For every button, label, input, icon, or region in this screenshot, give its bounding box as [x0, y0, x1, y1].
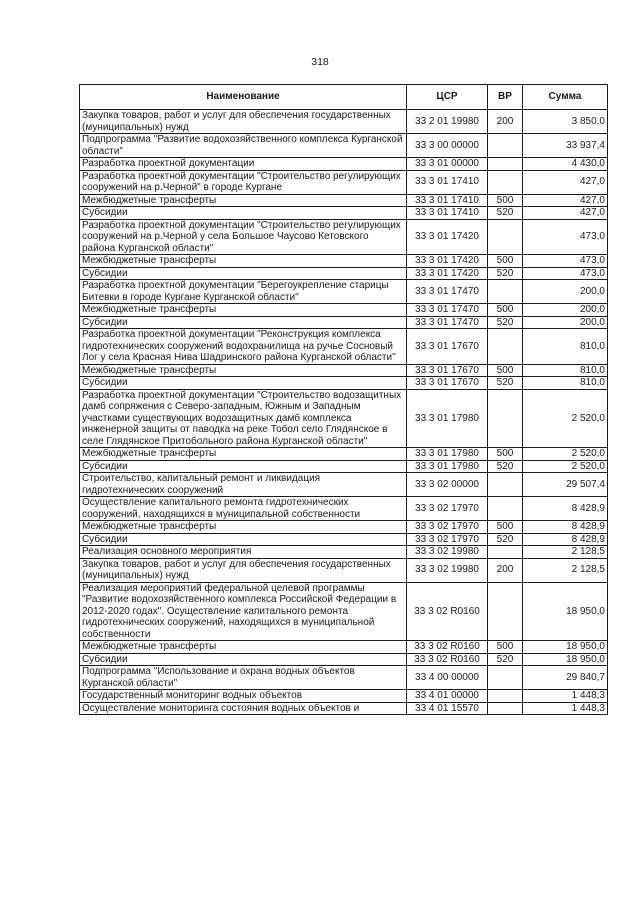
row-sum: 18 950,0: [523, 653, 608, 666]
row-vr: 520: [488, 533, 523, 546]
page-number: 318: [311, 56, 329, 68]
row-name: Государственный мониторинг водных объектов: [80, 690, 407, 703]
table-row: [80, 702, 608, 715]
row-sum: 3 850,0: [523, 110, 608, 134]
row-vr: [488, 690, 523, 703]
row-vr: [488, 219, 523, 255]
row-vr: [488, 158, 523, 171]
row-csr: 33 3 02 R0160: [407, 641, 488, 654]
row-vr: [488, 329, 523, 365]
header-sum: Сумма: [523, 85, 608, 110]
row-sum: 427,0: [523, 194, 608, 207]
row-name: Субсидии: [80, 267, 407, 280]
table-row: [80, 533, 608, 546]
row-name: Подпрограмма "Использование и охрана водных объектов Курганской области": [80, 666, 407, 690]
row-sum: 200,0: [523, 316, 608, 329]
row-csr: 33 3 01 17980: [407, 460, 488, 473]
table-row: [80, 267, 608, 280]
row-vr: [488, 170, 523, 194]
table-row: [80, 690, 608, 703]
row-vr: [488, 702, 523, 715]
row-csr: 33 3 01 17470: [407, 304, 488, 317]
row-name: Разработка проектной документации "Берегоукрепление старицы Битевки в городе Кургане Курганской области": [80, 280, 407, 304]
row-sum: 1 448,3: [523, 690, 608, 703]
row-vr: [488, 582, 523, 641]
row-name: Межбюджетные трансферты: [80, 641, 407, 654]
row-csr: 33 4 00 00000: [407, 666, 488, 690]
row-name: Субсидии: [80, 207, 407, 220]
row-name: Субсидии: [80, 460, 407, 473]
row-sum: 8 428,9: [523, 497, 608, 521]
row-vr: [488, 134, 523, 158]
row-name: Разработка проектной документации: [80, 158, 407, 171]
row-vr: [488, 280, 523, 304]
table-row: [80, 304, 608, 317]
row-csr: 33 3 00 00000: [407, 134, 488, 158]
table-row: [80, 460, 608, 473]
row-csr: 33 3 02 R0160: [407, 653, 488, 666]
table-row: [80, 194, 608, 207]
row-vr: 500: [488, 364, 523, 377]
table-row: [80, 110, 608, 134]
row-vr: [488, 546, 523, 559]
table-row: [80, 666, 608, 690]
table-row: [80, 255, 608, 268]
row-vr: 500: [488, 194, 523, 207]
table-row: [80, 521, 608, 534]
row-sum: 18 950,0: [523, 582, 608, 641]
row-sum: 473,0: [523, 267, 608, 280]
row-name: Разработка проектной документации "Строительство водозащитных дамб сопряжения с Северо-западным, Южным и Западным участками существующих водозащитных дамб комплекса инженерной защиты от паводка на реке Тобол село Глядянское в селе Глядянское Притобольного района Курганской области": [80, 389, 407, 448]
row-sum: 33 937,4: [523, 134, 608, 158]
row-sum: 810,0: [523, 377, 608, 390]
row-sum: 29 840,7: [523, 666, 608, 690]
row-vr: [488, 666, 523, 690]
row-vr: 520: [488, 316, 523, 329]
row-name: Подпрограмма "Развитие водохозяйственного комплекса Курганской области": [80, 134, 407, 158]
table-row: [80, 641, 608, 654]
row-csr: 33 3 02 17970: [407, 521, 488, 534]
row-sum: 8 428,9: [523, 521, 608, 534]
row-name: Строительство, капитальный ремонт и ликвидация гидротехнических сооружений: [80, 473, 407, 497]
row-csr: 33 3 01 17470: [407, 280, 488, 304]
table-row: [80, 329, 608, 365]
row-vr: 500: [488, 641, 523, 654]
row-vr: 500: [488, 255, 523, 268]
row-csr: 33 3 01 17670: [407, 377, 488, 390]
row-csr: 33 3 01 17470: [407, 316, 488, 329]
table-row: [80, 473, 608, 497]
header-name: Наименование: [80, 85, 407, 110]
row-csr: 33 3 01 00000: [407, 158, 488, 171]
row-name: Межбюджетные трансферты: [80, 364, 407, 377]
row-vr: [488, 497, 523, 521]
row-csr: 33 3 01 17420: [407, 267, 488, 280]
row-csr: 33 3 01 17670: [407, 329, 488, 365]
row-name: Закупка товаров, работ и услуг для обеспечения государственных (муниципальных) нужд: [80, 558, 407, 582]
row-csr: 33 3 02 00000: [407, 473, 488, 497]
row-csr: 33 3 02 17970: [407, 533, 488, 546]
row-sum: 2 128,5: [523, 546, 608, 559]
row-vr: 520: [488, 460, 523, 473]
budget-table: [79, 84, 608, 715]
row-csr: 33 3 01 17410: [407, 170, 488, 194]
row-name: Осуществление мониторинга состояния водных объектов и: [80, 702, 407, 715]
table-row: [80, 364, 608, 377]
row-name: Реализация основного мероприятия: [80, 546, 407, 559]
table-row: [80, 497, 608, 521]
row-csr: 33 3 01 17980: [407, 389, 488, 448]
row-name: Разработка проектной документации "Строительство регулирующих сооружений на р.Черной у села Большое Чаусово Кетовского района Курганской области": [80, 219, 407, 255]
row-vr: 520: [488, 267, 523, 280]
row-vr: 520: [488, 377, 523, 390]
row-name: Межбюджетные трансферты: [80, 448, 407, 461]
row-name: Межбюджетные трансферты: [80, 304, 407, 317]
table-body: [80, 110, 608, 715]
row-vr: 520: [488, 653, 523, 666]
table-row: [80, 377, 608, 390]
row-csr: 33 3 01 17420: [407, 255, 488, 268]
row-vr: 200: [488, 110, 523, 134]
row-name: Межбюджетные трансферты: [80, 521, 407, 534]
row-csr: 33 3 02 19980: [407, 546, 488, 559]
table-row: [80, 280, 608, 304]
row-vr: 500: [488, 521, 523, 534]
row-csr: 33 3 01 17670: [407, 364, 488, 377]
row-sum: 200,0: [523, 280, 608, 304]
row-name: Субсидии: [80, 316, 407, 329]
row-sum: 4 430,0: [523, 158, 608, 171]
row-name: Разработка проектной документации "Реконструкция комплекса гидротехнических сооружений водохранилища на ручье Сосновый Лог у села Красная Нива Шадринского района Курганской области": [80, 329, 407, 365]
row-csr: 33 4 01 00000: [407, 690, 488, 703]
table-header-row: [80, 85, 608, 110]
table-row: [80, 546, 608, 559]
row-name: Осуществление капитального ремонта гидротехнических сооружений, находящихся в муниципальной собственности: [80, 497, 407, 521]
row-name: Закупка товаров, работ и услуг для обеспечения государственных (муниципальных) нужд: [80, 110, 407, 134]
row-sum: 810,0: [523, 364, 608, 377]
row-name: Межбюджетные трансферты: [80, 255, 407, 268]
row-sum: 2 520,0: [523, 389, 608, 448]
row-sum: 2 520,0: [523, 448, 608, 461]
table-row: [80, 219, 608, 255]
row-vr: 200: [488, 558, 523, 582]
row-csr: 33 3 02 19980: [407, 558, 488, 582]
row-name: Субсидии: [80, 653, 407, 666]
table-row: [80, 207, 608, 220]
row-sum: 29 507,4: [523, 473, 608, 497]
row-name: Реализация мероприятий федеральной целевой программы "Развитие водохозяйственного комплекса Российской Федерации в 2012-2020 годах". Осуществление капитального ремонта гидротехнических сооружений, находящихся в муниципальной собственности: [80, 582, 407, 641]
table-row: [80, 558, 608, 582]
row-csr: 33 3 01 17420: [407, 219, 488, 255]
row-name: Субсидии: [80, 533, 407, 546]
header-vr: ВР: [488, 85, 523, 110]
row-name: Субсидии: [80, 377, 407, 390]
row-sum: 2 128,5: [523, 558, 608, 582]
row-csr: 33 3 02 R0160: [407, 582, 488, 641]
row-vr: 500: [488, 304, 523, 317]
row-sum: 200,0: [523, 304, 608, 317]
table-row: [80, 582, 608, 641]
row-sum: 473,0: [523, 219, 608, 255]
row-name: Межбюджетные трансферты: [80, 194, 407, 207]
row-csr: 33 3 02 17970: [407, 497, 488, 521]
row-csr: 33 2 01 19980: [407, 110, 488, 134]
row-csr: 33 3 01 17980: [407, 448, 488, 461]
row-vr: [488, 389, 523, 448]
table-row: [80, 389, 608, 448]
row-sum: 810,0: [523, 329, 608, 365]
header-csr: ЦСР: [407, 85, 488, 110]
row-sum: 8 428,9: [523, 533, 608, 546]
row-vr: [488, 473, 523, 497]
table-row: [80, 134, 608, 158]
row-vr: 520: [488, 207, 523, 220]
table-row: [80, 158, 608, 171]
row-sum: 1 448,3: [523, 702, 608, 715]
table-row: [80, 316, 608, 329]
table-row: [80, 170, 608, 194]
table-row: [80, 448, 608, 461]
row-csr: 33 3 01 17410: [407, 194, 488, 207]
row-name: Разработка проектной документации "Строительство регулирующих сооружений на р.Черной" в городе Кургане: [80, 170, 407, 194]
row-sum: 473,0: [523, 255, 608, 268]
row-csr: 33 3 01 17410: [407, 207, 488, 220]
row-vr: 500: [488, 448, 523, 461]
row-csr: 33 4 01 15570: [407, 702, 488, 715]
table-row: [80, 653, 608, 666]
row-sum: 18 950,0: [523, 641, 608, 654]
row-sum: 427,0: [523, 170, 608, 194]
row-sum: 427,0: [523, 207, 608, 220]
row-sum: 2 520,0: [523, 460, 608, 473]
